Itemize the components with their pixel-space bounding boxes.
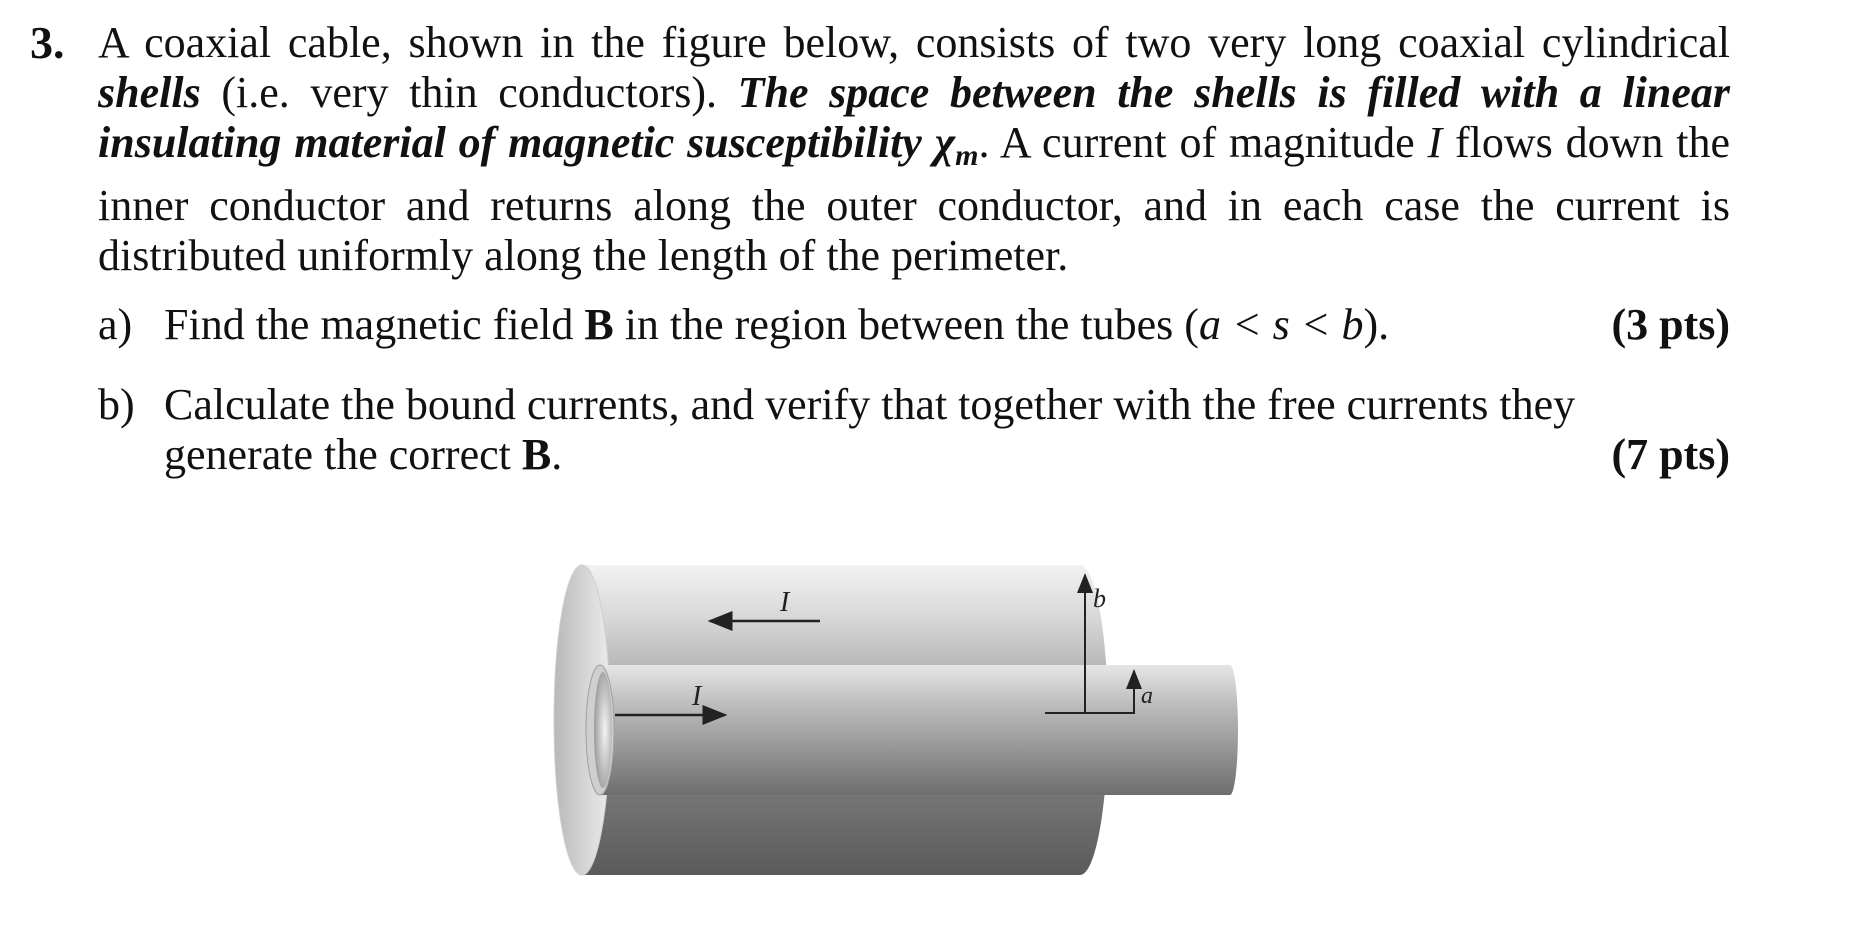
part-b-label: b) [98,380,135,429]
problem-statement [98,18,1730,281]
part-a-bold-b: B [584,300,614,349]
label-I-outer: I [780,587,790,618]
part-b-points: (7 pts) [1611,430,1730,479]
part-b-text-1: Calculate the bound currents, and verify that together with the free currents they generate the correct [164,380,1576,479]
intro-text-3: . A current of magnitude [978,118,1428,167]
part-a-text-3: ). [1363,300,1390,349]
intro-emphasis: The space between the shells is filled with a linear insulating material of magnetic susceptibility χ [98,68,1731,167]
intro-shells: shells [98,68,201,117]
part-a-inequality: a < s < b [1198,300,1364,349]
intro-text-4: flows down the inner conductor and returns along the outer conductor, and in each case the current is distributed uniformly along the length of the perimeter. [98,118,1730,280]
intro-text-1: A coaxial cable, shown in the figure below, consists of two very long coaxial cylindrical [98,18,1730,67]
label-I-inner: I [692,681,702,712]
part-b-text [164,380,1730,480]
label-a: a [1141,683,1153,709]
part-a-text [164,300,1730,350]
part-a-text-1: Find the magnetic field [164,300,585,349]
chi-subscript: m [955,139,979,172]
label-b: b [1093,584,1106,613]
part-b-text-2: . [551,430,563,479]
part-a-label: a) [98,300,133,349]
coaxial-cable-figure [540,555,1280,885]
part-a-text-2: in the region between the tubes ( [613,300,1199,349]
coaxial-cable-diagram [540,555,1280,885]
current-symbol: I [1427,118,1443,167]
part-a-points: (3 pts) [1611,300,1730,349]
problem-number: 3. [30,17,65,68]
intro-text-2: (i.e. very thin conductors). [200,68,738,117]
inner-shell-opening [594,672,612,788]
part-b-bold-b: B [521,430,552,479]
